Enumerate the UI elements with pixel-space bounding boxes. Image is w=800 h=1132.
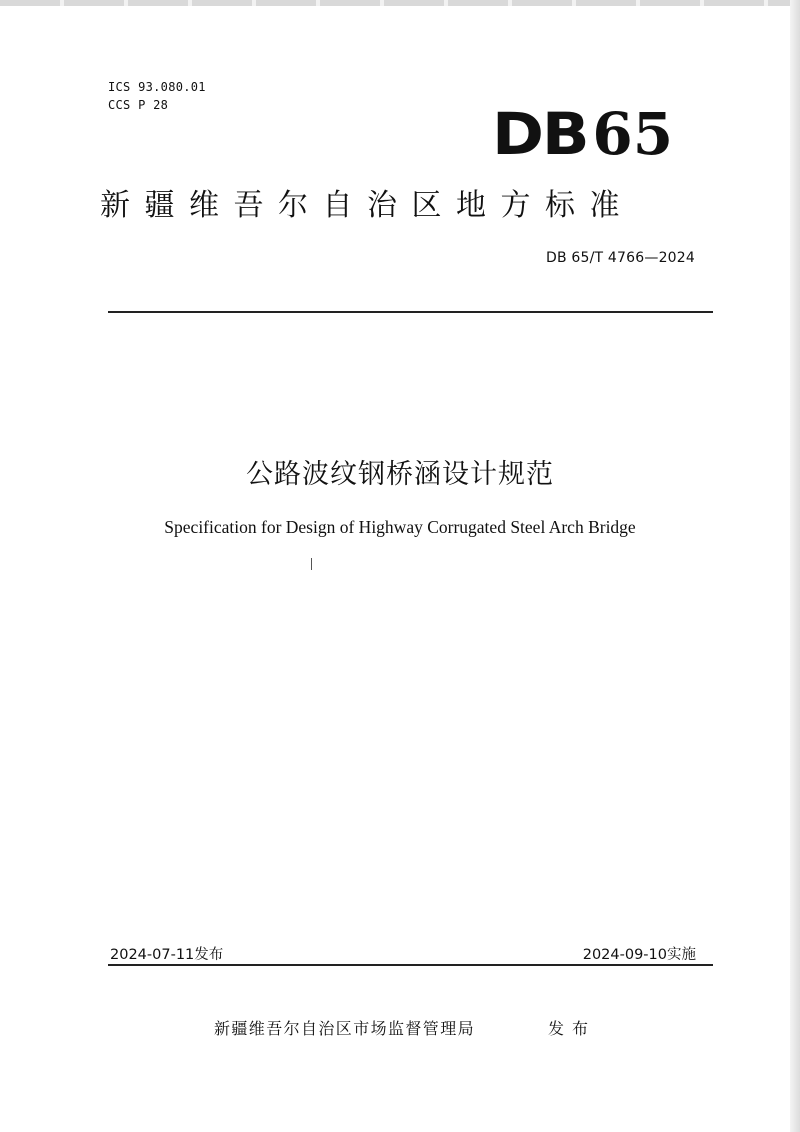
top-divider xyxy=(108,311,713,313)
standard-type-heading: 新疆维吾尔自治区地方标准 xyxy=(100,188,634,223)
db-logo-number: 65 xyxy=(592,100,674,168)
scan-edge-right xyxy=(790,0,800,1132)
bottom-divider xyxy=(108,964,713,966)
issuing-authority: 新疆维吾尔自治区市场监督管理局 xyxy=(214,1019,476,1038)
ics-code: ICS 93.080.01 xyxy=(108,80,206,94)
ccs-code: CCS P 28 xyxy=(108,98,169,112)
publish-date: 2024-07-11发布 xyxy=(110,947,224,963)
standard-number: DB 65/T 4766—2024 xyxy=(545,250,695,266)
issue-label: 发布 xyxy=(548,1019,597,1038)
scan-edge-top xyxy=(0,0,800,6)
document-title-english: Specification for Design of Highway Corrugated Steel Arch Bridge xyxy=(164,517,636,537)
document-title-chinese: 公路波纹钢桥涵设计规范 xyxy=(246,459,554,490)
db-logo-letters: DB xyxy=(492,100,588,168)
effective-date: 2024-09-10实施 xyxy=(582,947,696,963)
scan-mark xyxy=(311,558,312,570)
db-logo xyxy=(492,100,674,168)
